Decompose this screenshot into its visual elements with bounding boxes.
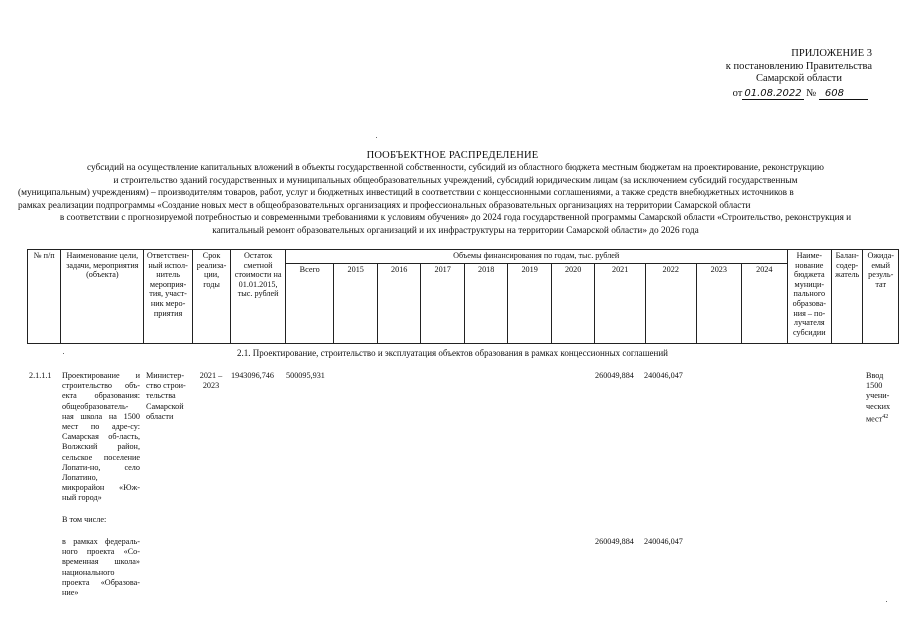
header-holder: Балан-содер-жатель: [832, 250, 863, 344]
document-title: ПООБЪЕКТНОЕ РАСПРЕДЕЛЕНИЕ: [366, 150, 539, 161]
row1-responsible: Министер-ство строи-тельства Самарской области: [146, 371, 186, 421]
scan-speck: [886, 601, 887, 602]
num-value: 608: [819, 88, 868, 100]
header-year: 2023: [696, 264, 742, 344]
appendix-date-line: [726, 88, 868, 101]
num-prefix: №: [806, 87, 817, 99]
row1-result: [866, 371, 898, 425]
row1-result-note: 42: [882, 413, 889, 420]
appendix-block: [726, 48, 872, 100]
header-year: 2015: [334, 264, 377, 344]
row1-remainder: 1943096,746: [231, 371, 274, 380]
header-total: Всего: [285, 264, 334, 344]
appendix-line3: Самарской области: [756, 73, 842, 84]
header-responsible: Ответствен-ный испол-нитель мероприя-тия, участ-ник меро-приятия: [144, 250, 193, 344]
row1-term: 2021 – 2023: [199, 371, 223, 391]
financing-table-header: [27, 249, 899, 344]
header-name: Наименование цели, задачи, мероприятия (объекта): [61, 250, 144, 344]
subtitle-line: в соответствии с прогнозируемой потребностью и современными требованиями к условиям обучения» до 2024 года государственной программы Самарской области «Строительство, реконструкция и: [59, 213, 852, 224]
subtitle-line: (муниципальным) учреждениям) – производителям товаров, работ, услуг и бюджетных инвестиций в соответствии с концессионными соглашениями, а также средств внебюджетных источников в: [18, 188, 794, 199]
header-year: 2020: [551, 264, 594, 344]
header-remainder: Остаток сметной стоимости на 01.01.2015, тыс. рублей: [231, 250, 286, 344]
section-title: 2.1. Проектирование, строительство и эксплуатация объектов образования в рамках концессионных соглашений: [237, 348, 668, 358]
header-recipient: Наиме-нование бюджета муници-пального образова-ния – по-лучателя субсидии: [787, 250, 832, 344]
document-subtitle: [18, 162, 893, 238]
row2-2021: 260049,884: [595, 537, 634, 546]
row2-2022: 240046,047: [644, 537, 683, 546]
header-num: № п/п: [28, 250, 61, 344]
row1-num: 2.1.1.1: [29, 371, 52, 380]
date-prefix: от: [732, 87, 743, 99]
subtitle-line: и строительство зданий государственных и муниципальных общеобразовательных учреждений, субсидий юридическим лицам (за исключением субсидий государственным: [113, 175, 798, 186]
header-year: 2022: [645, 264, 696, 344]
subtitle-line: капитальный ремонт образовательных организаций и их инфраструктуры на территории Самарской области» до 2026 года: [212, 225, 699, 236]
row1-result-text: Ввод 1500 учени-ческих мест: [866, 371, 891, 424]
scan-speck: [376, 137, 377, 138]
header-year: 2018: [464, 264, 507, 344]
row2-name: в рамках федераль-ного проекта «Со-временная школа» национального проекта «Образова-ние»: [62, 537, 140, 598]
header-volumes: Объемы финансирования по годам, тыс. рублей: [285, 250, 787, 264]
header-year: 2017: [421, 264, 464, 344]
row1-total: 500095,931: [286, 371, 325, 380]
date-value: 01.08.2022: [744, 87, 802, 99]
row1-2022: 240046,047: [644, 371, 683, 380]
in-total-label: В том числе:: [62, 515, 107, 524]
scan-speck: [63, 353, 64, 354]
header-term: Срок реализа-ции, годы: [192, 250, 230, 344]
header-result: Ожида-емый резуль-тат: [863, 250, 899, 344]
row1-name: Проектирование и строительство объ-екта образования: общеобразователь-ная школа на 1500 мест по адре-су: Самарская об-ласть, Волжский район, сельское поселение Лопати-но, село Лопатино, микрорайон «Юж-ный город»: [62, 371, 140, 503]
subtitle-line: рамках реализации подпрограммы «Создание новых мест в общеобразовательных организациях и профессиональных образовательных организациях на территории Самарской области: [18, 200, 751, 211]
row1-2021: 260049,884: [595, 371, 634, 380]
appendix-line1: ПРИЛОЖЕНИЕ 3: [791, 48, 872, 59]
subtitle-line: субсидий на осуществление капитальных вложений в объекты государственной собственности, субсидий из областного бюджета местным бюджетам на проектирование, реконструкцию: [87, 163, 824, 173]
header-year: 2024: [742, 264, 788, 344]
header-year: 2019: [508, 264, 551, 344]
header-year: 2016: [377, 264, 420, 344]
header-year: 2021: [595, 264, 646, 344]
appendix-line2: к постановлению Правительства: [725, 60, 872, 72]
